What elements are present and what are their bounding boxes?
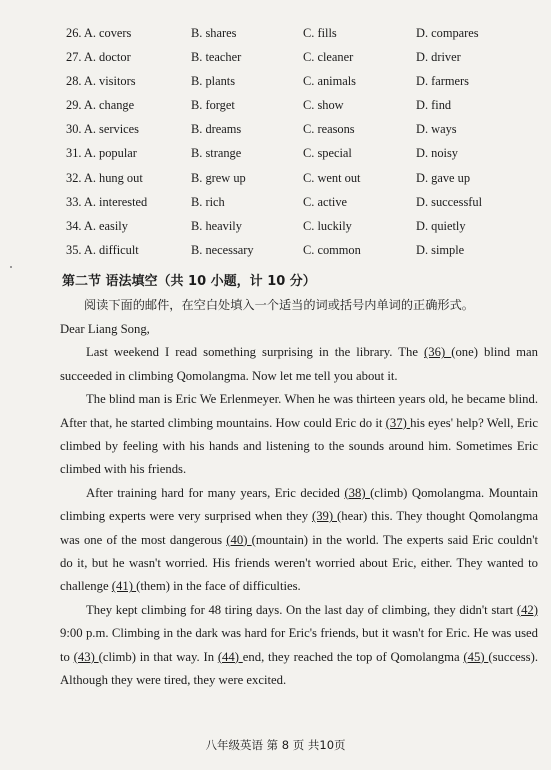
paragraph-text: (mountain) in the world. The experts said Eric couldn't do it, but he wasn't worried. His friends weren't worried about Eric, either. They wanted to challenge — [60, 532, 538, 594]
choice-table — [66, 20, 536, 261]
letter-paragraph — [60, 599, 538, 693]
choice-option: C. reasons — [303, 122, 355, 137]
choice-option: C. special — [303, 146, 352, 161]
choice-option: B. rich — [191, 194, 225, 209]
choice-option: B. strange — [191, 146, 242, 161]
choice-row — [66, 213, 536, 237]
choice-option: 28. A. visitors — [66, 74, 136, 89]
choice-option: 32. A. hung out — [66, 170, 143, 185]
choice-option: B. teacher — [191, 50, 242, 65]
choice-option: D. simple — [416, 242, 465, 257]
choice-row — [66, 189, 536, 213]
choice-row — [66, 44, 536, 68]
greeting: Dear Liang Song, — [60, 322, 150, 336]
choice-option: 26. A. covers — [66, 26, 132, 40]
paragraph-text: (climb) in that way. In — [98, 649, 218, 664]
paragraph-text: end, they reached the top of Qomolangma — [242, 649, 464, 664]
choice-option: B. dreams — [191, 122, 242, 137]
choice-row — [66, 92, 536, 116]
choice-option: D. compares — [416, 26, 479, 40]
choice-option: C. show — [303, 98, 344, 113]
choice-row — [66, 68, 536, 92]
choice-row — [66, 20, 536, 44]
section-title: 第二节 语法填空（共 10 小题，计 10 分） — [62, 274, 316, 289]
choice-option: B. shares — [191, 26, 237, 40]
letter-paragraph — [60, 341, 538, 388]
answer-blank: (37) — [385, 415, 411, 430]
choice-option: 34. A. easily — [66, 218, 128, 233]
choice-option: 27. A. doctor — [66, 50, 131, 65]
choice-option: D. driver — [416, 50, 461, 65]
choice-option: D. noisy — [416, 146, 458, 161]
choice-option: D. ways — [416, 122, 457, 137]
choice-option: 31. A. popular — [66, 146, 137, 161]
answer-blank: (38) — [344, 485, 371, 500]
answer-blank: (40) — [226, 532, 252, 547]
paragraph-text: his eyes' help? Well, Eric climbed by feeling with his hands and listening to the sounds around him. Sometimes Eric climbed with his friends. — [60, 415, 539, 477]
choice-option: C. common — [303, 242, 361, 257]
choice-option: 33. A. interested — [66, 194, 148, 209]
paragraph-text: They kept climbing for 48 tiring days. On the last day of climbing, they didn't start — [86, 602, 517, 617]
paragraph-text: Last weekend I read something surprising in the library. The — [86, 345, 425, 360]
instruction-text: 阅读下面的邮件，在空白处填入一个适当的词或括号内单词的正确形式。 — [84, 298, 474, 312]
answer-blank: (44) — [217, 649, 243, 664]
email-letter — [60, 318, 538, 693]
choice-option: 29. A. change — [66, 98, 135, 113]
choice-row — [66, 237, 536, 261]
choice-row — [66, 140, 536, 164]
choice-option: B. heavily — [191, 218, 242, 233]
paragraph-text: (climb) Qomolangma. Mountain climbing experts were very surprised when they — [60, 485, 539, 524]
answer-blank: (36) — [424, 345, 452, 360]
choice-option: D. gave up — [416, 170, 471, 185]
choice-option: B. grew up — [191, 170, 246, 185]
choice-option: C. fills — [303, 26, 337, 40]
choice-option: C. went out — [303, 170, 361, 185]
letter-body — [60, 341, 538, 692]
choice-option: C. luckily — [303, 218, 352, 233]
choice-option: C. active — [303, 194, 348, 209]
choice-option: D. quietly — [416, 218, 466, 233]
letter-paragraph — [60, 388, 538, 482]
letter-paragraph — [60, 482, 538, 599]
choice-option: D. find — [416, 98, 452, 113]
answer-blank: (42) — [516, 602, 538, 617]
choice-option: 35. A. difficult — [66, 242, 139, 257]
choice-option: B. forget — [191, 98, 235, 113]
paragraph-text: (them) in the face of difficulties. — [136, 579, 301, 594]
choice-option: B. necessary — [191, 242, 254, 257]
margin-dot — [10, 266, 12, 268]
answer-blank: (39) — [311, 509, 337, 524]
paragraph-text: (hear) this. They thought Qomolangma was one of the most dangerous — [60, 509, 538, 547]
page-footer: 八年级英语 第 8 页 共10页 — [205, 738, 346, 752]
paragraph-text: After training hard for many years, Eric decided — [86, 485, 345, 500]
choice-option: D. farmers — [416, 74, 469, 89]
paragraph-text: The blind man is Eric We Erlenmeyer. When he was thirteen years old, he became blind. After that, he started climbing mountains. How could Eric do it — [60, 392, 538, 430]
choice-row — [66, 165, 536, 189]
answer-blank: (41) — [111, 579, 137, 594]
paragraph-text: (one) blind man succeeded in climbing Qomolangma. Now let me tell you about it. — [60, 345, 538, 383]
answer-blank: (43) — [73, 649, 99, 664]
choice-option: C. cleaner — [303, 50, 354, 65]
paragraph-text: 9:00 p.m. Climbing in the dark was hard for Eric's friends, but it wasn't for Eric. He was used to — [60, 626, 538, 664]
choice-option: 30. A. services — [66, 122, 139, 137]
answer-blank: (45) — [463, 649, 489, 664]
choice-row — [66, 116, 536, 140]
choice-option: B. plants — [191, 74, 236, 89]
choice-option: C. animals — [303, 74, 356, 89]
choice-option: D. successful — [416, 194, 483, 209]
paragraph-text: (success). Although they were tired, they were excited. — [60, 649, 539, 688]
